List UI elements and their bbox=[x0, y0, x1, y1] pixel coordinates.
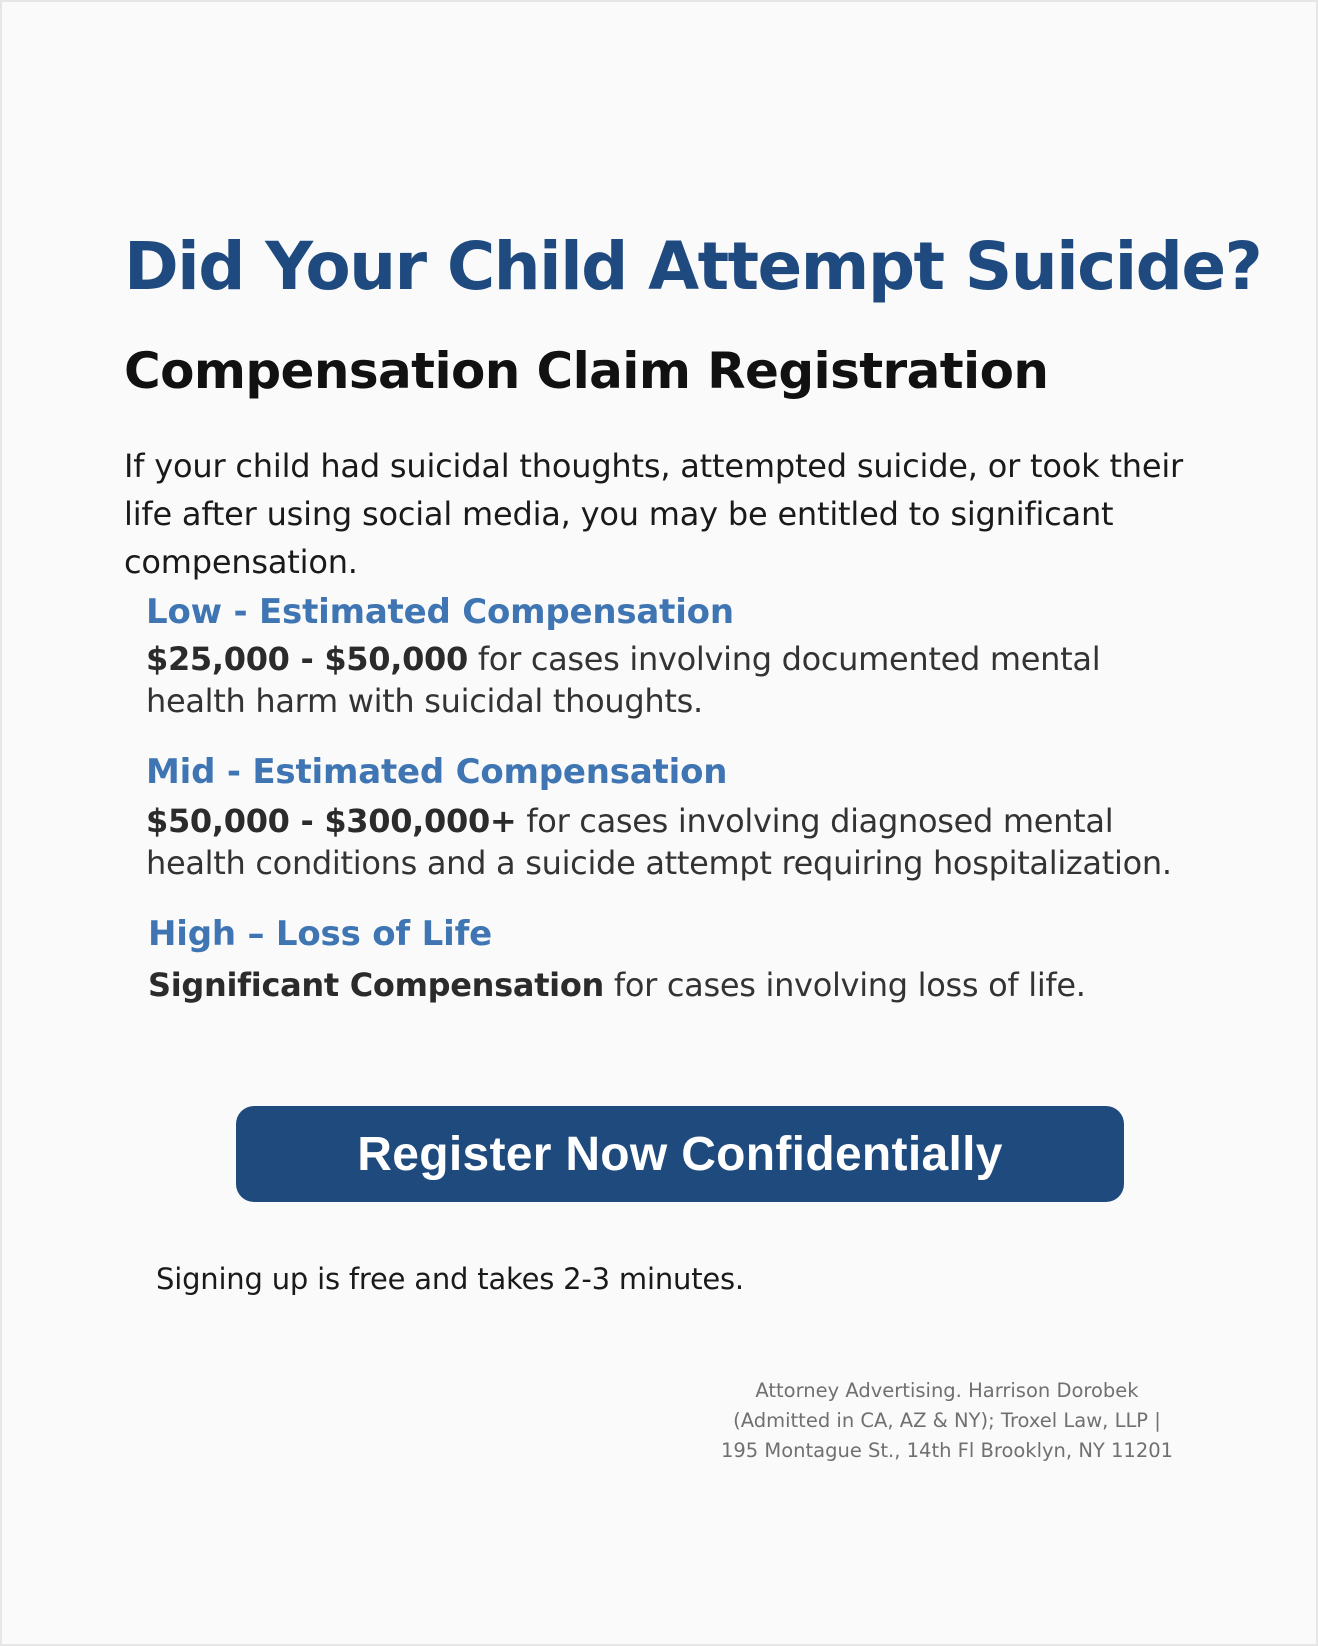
tier-low-title: Low - Estimated Compensation bbox=[146, 592, 734, 632]
page-title: Did Your Child Attempt Suicide? bbox=[124, 228, 1262, 305]
tier-high-title: High – Loss of Life bbox=[148, 914, 493, 954]
tier-high-description bbox=[148, 964, 1208, 1006]
disclaimer-line: (Admitted in CA, AZ & NY); Troxel Law, LLP | bbox=[733, 1409, 1161, 1432]
tier-mid-description bbox=[146, 800, 1206, 884]
tier-mid-title: Mid - Estimated Compensation bbox=[146, 752, 728, 792]
disclaimer-line: 195 Montague St., 14th Fl Brooklyn, NY 11201 bbox=[720, 1439, 1174, 1462]
tier-mid-text: for cases involving diagnosed mental health conditions and a suicide attempt requiring hospitalization. bbox=[146, 802, 1172, 882]
attorney-disclaimer bbox=[702, 1376, 1192, 1466]
tier-low-description bbox=[146, 638, 1206, 722]
page-subtitle: Compensation Claim Registration bbox=[124, 342, 1049, 400]
tier-high-text: for cases involving loss of life. bbox=[604, 966, 1086, 1004]
tier-low-text: for cases involving documented mental health harm with suicidal thoughts. bbox=[146, 640, 1101, 720]
register-now-button[interactable]: Register Now Confidentially bbox=[236, 1106, 1124, 1202]
tier-low-amount: $25,000 - $50,000 bbox=[146, 640, 468, 678]
disclaimer-line: Attorney Advertising. Harrison Dorobek bbox=[755, 1379, 1139, 1402]
intro-text: If your child had suicidal thoughts, attempted suicide, or took their life after using social media, you may be entitled to significant compensation. bbox=[124, 447, 1184, 581]
signup-note: Signing up is free and takes 2-3 minutes. bbox=[156, 1262, 744, 1296]
tier-high-amount: Significant Compensation bbox=[148, 966, 605, 1004]
tier-mid-amount: $50,000 - $300,000+ bbox=[146, 802, 517, 840]
